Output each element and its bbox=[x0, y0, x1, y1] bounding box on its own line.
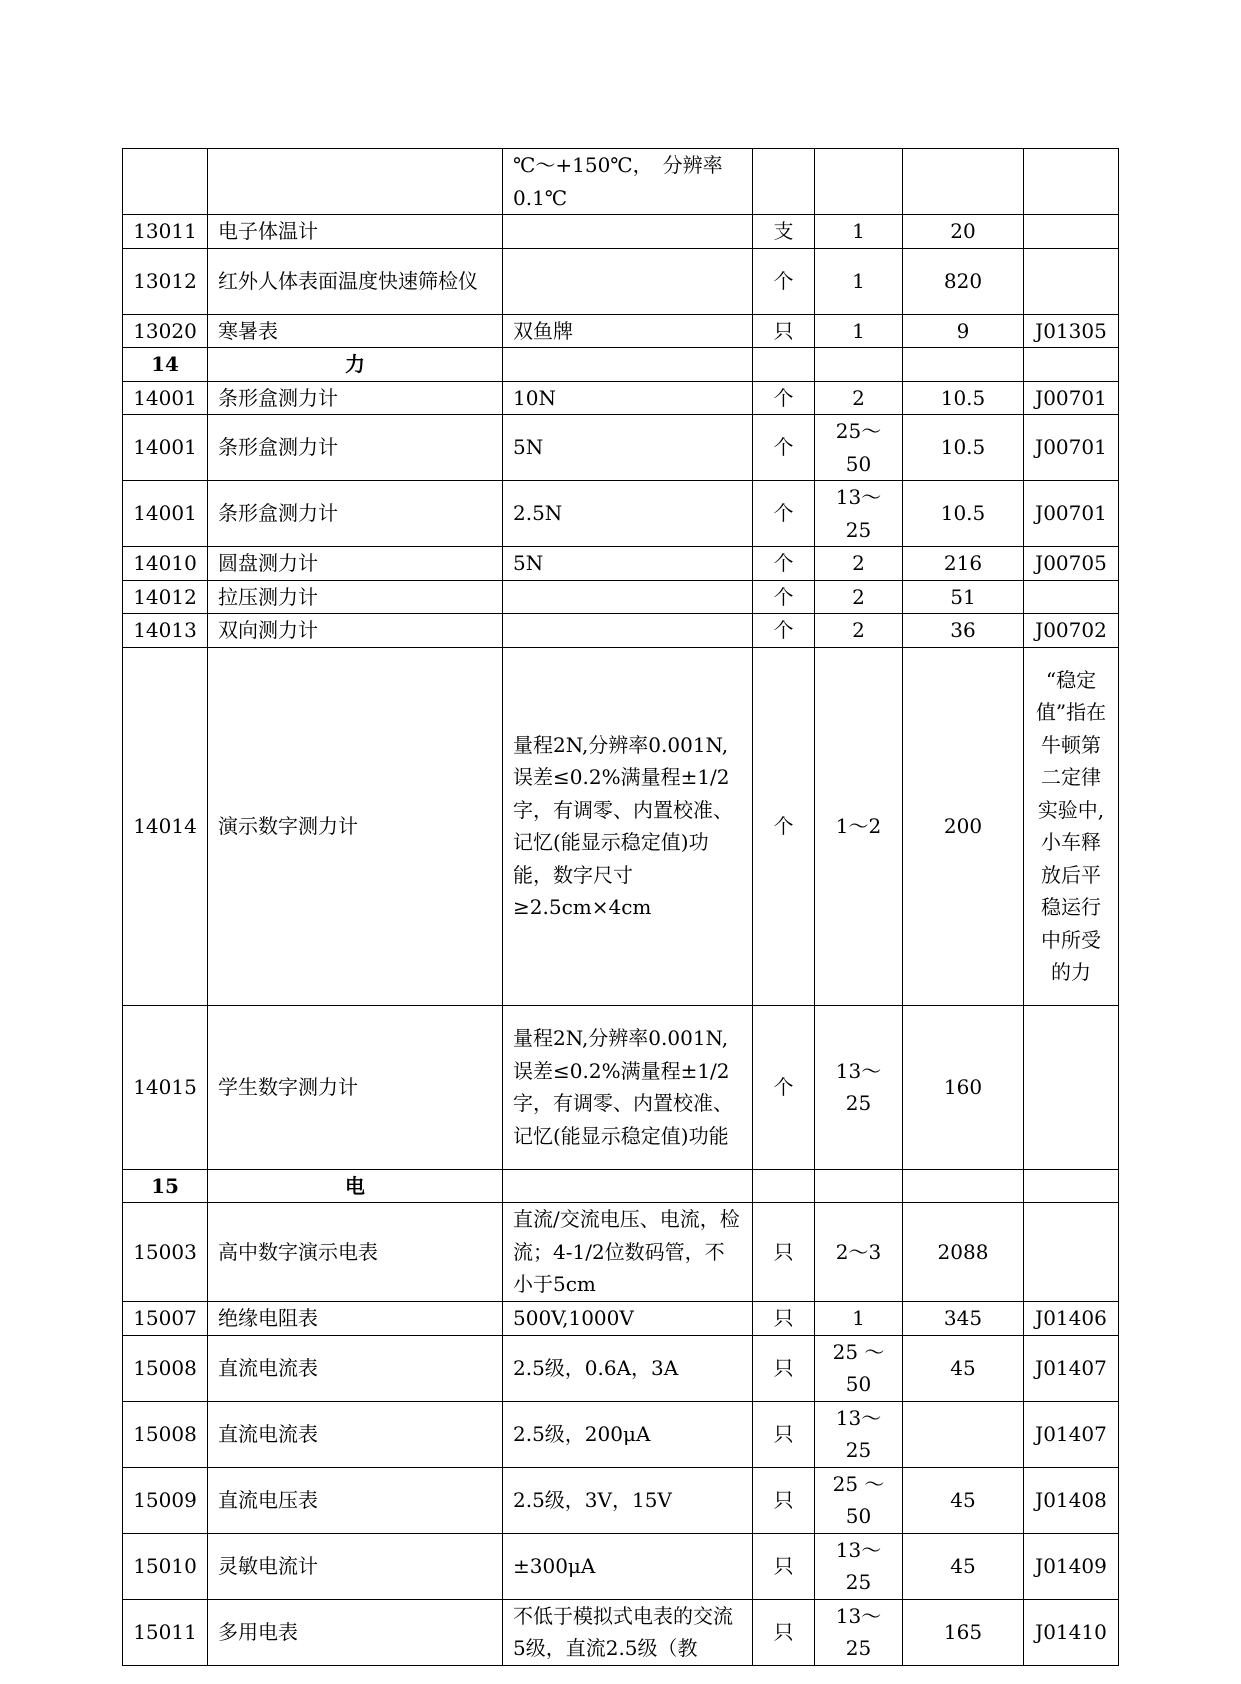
item-quantity-cell: 13～25 bbox=[815, 1533, 903, 1599]
item-spec-cell bbox=[503, 1169, 753, 1203]
item-name-cell: 学生数字测力计 bbox=[208, 1005, 503, 1169]
item-note-cell bbox=[1024, 1169, 1119, 1203]
item-price-cell: 345 bbox=[903, 1302, 1024, 1336]
item-unit-cell: 只 bbox=[753, 1302, 815, 1336]
item-price-cell: 10.5 bbox=[903, 415, 1024, 481]
item-code-cell: 15003 bbox=[123, 1203, 208, 1302]
item-price-cell: 165 bbox=[903, 1599, 1024, 1665]
item-price-cell: 10.5 bbox=[903, 481, 1024, 547]
item-spec-cell: 2.5N bbox=[503, 481, 753, 547]
item-unit-cell: 个 bbox=[753, 481, 815, 547]
item-unit-cell: 个 bbox=[753, 580, 815, 614]
item-quantity-cell: 2～3 bbox=[815, 1203, 903, 1302]
item-unit-cell: 只 bbox=[753, 1467, 815, 1533]
table-row bbox=[123, 1467, 1119, 1533]
item-spec-cell: 2.5级，0.6A，3A bbox=[503, 1335, 753, 1401]
item-name-cell: 直流电流表 bbox=[208, 1335, 503, 1401]
item-name-cell: 绝缘电阻表 bbox=[208, 1302, 503, 1336]
item-code-cell: 14001 bbox=[123, 415, 208, 481]
equipment-table bbox=[122, 148, 1119, 1666]
item-spec-cell: 2.5级，200μA bbox=[503, 1401, 753, 1467]
item-quantity-cell: 1 bbox=[815, 248, 903, 314]
item-quantity-cell: 1～2 bbox=[815, 647, 903, 1005]
table-row bbox=[123, 381, 1119, 415]
table-row bbox=[123, 1302, 1119, 1336]
section-row bbox=[123, 1169, 1119, 1203]
item-name-cell: 灵敏电流计 bbox=[208, 1533, 503, 1599]
item-spec-cell: 直流/交流电压、电流，检流；4-1/2位数码管，不小于5cm bbox=[503, 1203, 753, 1302]
table-row bbox=[123, 314, 1119, 348]
item-unit-cell bbox=[753, 348, 815, 382]
item-unit-cell: 个 bbox=[753, 547, 815, 581]
item-price-cell: 51 bbox=[903, 580, 1024, 614]
item-name-cell: 力 bbox=[208, 348, 503, 382]
item-quantity-cell: 25 ～50 bbox=[815, 1467, 903, 1533]
item-price-cell bbox=[903, 1169, 1024, 1203]
item-unit-cell: 个 bbox=[753, 1005, 815, 1169]
item-unit-cell bbox=[753, 1169, 815, 1203]
item-name-cell: 圆盘测力计 bbox=[208, 547, 503, 581]
table-body bbox=[123, 149, 1119, 1666]
item-note-cell bbox=[1024, 215, 1119, 249]
item-quantity-cell: 1 bbox=[815, 314, 903, 348]
table-row bbox=[123, 1533, 1119, 1599]
item-unit-cell: 支 bbox=[753, 215, 815, 249]
item-unit-cell: 只 bbox=[753, 1599, 815, 1665]
item-note-cell: J01406 bbox=[1024, 1302, 1119, 1336]
item-code-cell: 14013 bbox=[123, 614, 208, 648]
item-code-cell: 15008 bbox=[123, 1401, 208, 1467]
item-name-cell: 寒暑表 bbox=[208, 314, 503, 348]
item-code-cell: 14 bbox=[123, 348, 208, 382]
item-note-cell: J01407 bbox=[1024, 1335, 1119, 1401]
item-quantity-cell: 2 bbox=[815, 580, 903, 614]
item-code-cell: 15 bbox=[123, 1169, 208, 1203]
item-price-cell: 45 bbox=[903, 1335, 1024, 1401]
item-note-cell bbox=[1024, 580, 1119, 614]
item-name-cell: 红外人体表面温度快速筛检仪 bbox=[208, 248, 503, 314]
item-note-cell: J01407 bbox=[1024, 1401, 1119, 1467]
item-code-cell: 15007 bbox=[123, 1302, 208, 1336]
item-quantity-cell: 2 bbox=[815, 381, 903, 415]
item-unit-cell: 只 bbox=[753, 1533, 815, 1599]
item-spec-cell bbox=[503, 614, 753, 648]
item-price-cell: 200 bbox=[903, 647, 1024, 1005]
item-note-cell bbox=[1024, 149, 1119, 215]
item-spec-cell bbox=[503, 248, 753, 314]
item-note-cell: “稳定值”指在牛顿第二定律实验中,小车释放后平稳运行中所受的力 bbox=[1024, 647, 1119, 1005]
item-name-cell: 演示数字测力计 bbox=[208, 647, 503, 1005]
item-note-cell: J01410 bbox=[1024, 1599, 1119, 1665]
item-name-cell: 直流电流表 bbox=[208, 1401, 503, 1467]
item-name-cell: 条形盒测力计 bbox=[208, 481, 503, 547]
item-price-cell: 2088 bbox=[903, 1203, 1024, 1302]
item-price-cell: 10.5 bbox=[903, 381, 1024, 415]
item-code-cell: 14001 bbox=[123, 381, 208, 415]
item-code-cell: 13012 bbox=[123, 248, 208, 314]
item-quantity-cell: 1 bbox=[815, 215, 903, 249]
table-row bbox=[123, 1401, 1119, 1467]
item-name-cell: 拉压测力计 bbox=[208, 580, 503, 614]
item-code-cell: 15011 bbox=[123, 1599, 208, 1665]
item-note-cell: J00705 bbox=[1024, 547, 1119, 581]
item-unit-cell: 个 bbox=[753, 248, 815, 314]
item-note-cell: J01409 bbox=[1024, 1533, 1119, 1599]
item-spec-cell: 量程2N,分辨率0.001N,误差≤0.2%满量程±1/2字，有调零、内置校准、记忆(能显示稳定值)功能，数字尺寸≥2.5cm×4cm bbox=[503, 647, 753, 1005]
item-spec-cell: 不低于模拟式电表的交流5级，直流2.5级（教 bbox=[503, 1599, 753, 1665]
item-note-cell: J01305 bbox=[1024, 314, 1119, 348]
item-price-cell bbox=[903, 348, 1024, 382]
item-code-cell: 15009 bbox=[123, 1467, 208, 1533]
item-note-cell bbox=[1024, 348, 1119, 382]
item-code-cell: 14015 bbox=[123, 1005, 208, 1169]
section-row bbox=[123, 348, 1119, 382]
item-note-cell: J00701 bbox=[1024, 415, 1119, 481]
item-unit-cell: 只 bbox=[753, 314, 815, 348]
item-quantity-cell: 2 bbox=[815, 614, 903, 648]
item-name-cell: 电子体温计 bbox=[208, 215, 503, 249]
item-spec-cell: 500V,1000V bbox=[503, 1302, 753, 1336]
item-note-cell: J00701 bbox=[1024, 481, 1119, 547]
item-name-cell: 双向测力计 bbox=[208, 614, 503, 648]
item-quantity-cell: 2 bbox=[815, 547, 903, 581]
item-spec-cell: ±300μA bbox=[503, 1533, 753, 1599]
item-note-cell: J00702 bbox=[1024, 614, 1119, 648]
item-spec-cell bbox=[503, 348, 753, 382]
item-spec-cell: 10N bbox=[503, 381, 753, 415]
table-row bbox=[123, 1335, 1119, 1401]
item-code-cell: 15010 bbox=[123, 1533, 208, 1599]
item-quantity-cell: 1 bbox=[815, 1302, 903, 1336]
item-price-cell bbox=[903, 1401, 1024, 1467]
item-quantity-cell: 25～50 bbox=[815, 415, 903, 481]
item-unit-cell bbox=[753, 149, 815, 215]
item-code-cell bbox=[123, 149, 208, 215]
item-spec-cell: 5N bbox=[503, 547, 753, 581]
table-row bbox=[123, 248, 1119, 314]
item-unit-cell: 个 bbox=[753, 614, 815, 648]
item-name-cell: 条形盒测力计 bbox=[208, 381, 503, 415]
item-unit-cell: 个 bbox=[753, 415, 815, 481]
item-price-cell: 216 bbox=[903, 547, 1024, 581]
item-spec-cell: 量程2N,分辨率0.001N,误差≤0.2%满量程±1/2字，有调零、内置校准、记忆(能显示稳定值)功能 bbox=[503, 1005, 753, 1169]
item-price-cell bbox=[903, 149, 1024, 215]
item-note-cell: J01408 bbox=[1024, 1467, 1119, 1533]
item-quantity-cell bbox=[815, 1169, 903, 1203]
table-row bbox=[123, 1005, 1119, 1169]
item-code-cell: 13011 bbox=[123, 215, 208, 249]
table-row bbox=[123, 149, 1119, 215]
item-quantity-cell bbox=[815, 149, 903, 215]
item-spec-cell: 双鱼牌 bbox=[503, 314, 753, 348]
table-row bbox=[123, 547, 1119, 581]
item-unit-cell: 只 bbox=[753, 1203, 815, 1302]
item-spec-cell bbox=[503, 580, 753, 614]
item-quantity-cell bbox=[815, 348, 903, 382]
table-row bbox=[123, 647, 1119, 1005]
item-name-cell: 高中数字演示电表 bbox=[208, 1203, 503, 1302]
table-row bbox=[123, 614, 1119, 648]
item-code-cell: 15008 bbox=[123, 1335, 208, 1401]
item-quantity-cell: 25 ～50 bbox=[815, 1335, 903, 1401]
item-price-cell: 9 bbox=[903, 314, 1024, 348]
item-name-cell: 多用电表 bbox=[208, 1599, 503, 1665]
item-quantity-cell: 13～25 bbox=[815, 481, 903, 547]
item-spec-cell bbox=[503, 215, 753, 249]
item-code-cell: 14010 bbox=[123, 547, 208, 581]
item-price-cell: 36 bbox=[903, 614, 1024, 648]
table-row bbox=[123, 215, 1119, 249]
table-row bbox=[123, 415, 1119, 481]
item-name-cell: 条形盒测力计 bbox=[208, 415, 503, 481]
item-quantity-cell: 13～25 bbox=[815, 1401, 903, 1467]
item-price-cell: 45 bbox=[903, 1467, 1024, 1533]
item-unit-cell: 只 bbox=[753, 1401, 815, 1467]
item-quantity-cell: 13～25 bbox=[815, 1005, 903, 1169]
item-price-cell: 20 bbox=[903, 215, 1024, 249]
item-name-cell bbox=[208, 149, 503, 215]
item-note-cell bbox=[1024, 248, 1119, 314]
item-unit-cell: 个 bbox=[753, 647, 815, 1005]
item-unit-cell: 只 bbox=[753, 1335, 815, 1401]
item-name-cell: 直流电压表 bbox=[208, 1467, 503, 1533]
item-price-cell: 820 bbox=[903, 248, 1024, 314]
table-row bbox=[123, 580, 1119, 614]
item-note-cell: J00701 bbox=[1024, 381, 1119, 415]
item-name-cell: 电 bbox=[208, 1169, 503, 1203]
table-row bbox=[123, 1599, 1119, 1665]
item-spec-cell: 5N bbox=[503, 415, 753, 481]
item-quantity-cell: 13～25 bbox=[815, 1599, 903, 1665]
item-note-cell bbox=[1024, 1203, 1119, 1302]
item-code-cell: 14012 bbox=[123, 580, 208, 614]
item-price-cell: 160 bbox=[903, 1005, 1024, 1169]
item-code-cell: 14014 bbox=[123, 647, 208, 1005]
item-code-cell: 14001 bbox=[123, 481, 208, 547]
item-spec-cell: ℃～+150℃， 分辨率0.1℃ bbox=[503, 149, 753, 215]
item-spec-cell: 2.5级，3V，15V bbox=[503, 1467, 753, 1533]
item-code-cell: 13020 bbox=[123, 314, 208, 348]
table-row bbox=[123, 1203, 1119, 1302]
item-note-cell bbox=[1024, 1005, 1119, 1169]
item-unit-cell: 个 bbox=[753, 381, 815, 415]
table-row bbox=[123, 481, 1119, 547]
item-price-cell: 45 bbox=[903, 1533, 1024, 1599]
